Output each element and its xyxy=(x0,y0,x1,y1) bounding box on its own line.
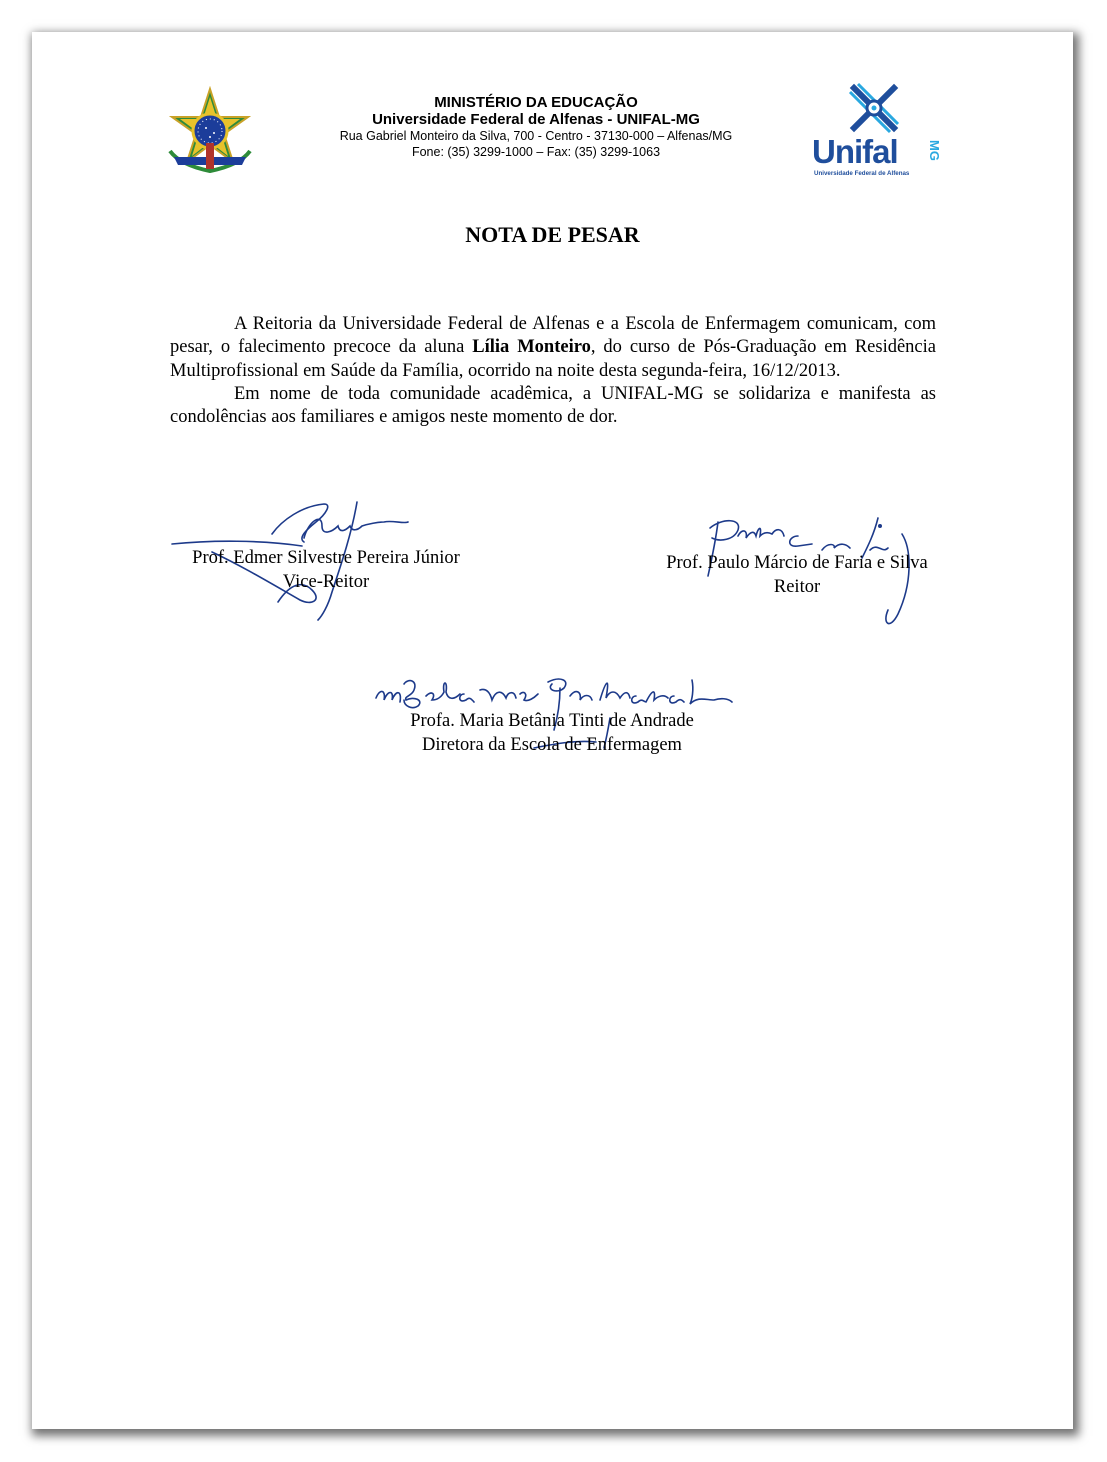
logo-subtitle: Universidade Federal de Alfenas xyxy=(814,170,910,177)
document-body xyxy=(170,313,936,429)
signatory-name: Prof. Paulo Márcio de Faria e Silva xyxy=(666,553,928,573)
signature-block-rector xyxy=(642,552,952,599)
signature-block-vice-rector xyxy=(168,547,484,594)
signatory-role: Vice-Reitor xyxy=(282,571,370,592)
signatory-name: Profa. Maria Betânia Tinti de Andrade xyxy=(410,711,694,731)
document-page xyxy=(32,32,1073,1429)
coat-of-arms-icon xyxy=(160,86,260,181)
university-name: Universidade Federal de Alfenas - UNIFAL-MG xyxy=(372,111,700,128)
letterhead xyxy=(272,94,800,160)
paragraph-2: Em nome de toda comunidade acadêmica, a UNIFAL-MG se solidariza e manifesta as condolências aos familiares e amigos neste momento de dor. xyxy=(170,383,936,428)
signatory-role: Reitor xyxy=(773,576,821,597)
logo-suffix: MG xyxy=(927,140,942,161)
signatory-name: Prof. Edmer Silvestre Pereira Júnior xyxy=(192,548,460,568)
university-address: Rua Gabriel Monteiro da Silva, 700 - Centro - 37130-000 – Alfenas/MG xyxy=(339,129,733,143)
signature-block-director xyxy=(372,710,732,757)
unifal-symbol-icon xyxy=(850,84,898,132)
signatory-role: Diretora da Escola de Enfermagem xyxy=(422,734,682,755)
ministry-name: MINISTÉRIO DA EDUCAÇÃO xyxy=(434,94,638,111)
logo-wordmark: Unifal xyxy=(812,133,898,170)
paragraph-1 xyxy=(170,313,936,383)
deceased-name: Lília Monteiro xyxy=(472,337,591,358)
paragraph-1-text-b: , do curso de Pós-Graduação em Residência Multiprofissional em Saúde da Família, ocorrido na noite desta segunda-feira, 16/12/2013. xyxy=(170,337,936,381)
university-phone: Fone: (35) 3299-1000 – Fax: (35) 3299-1063 xyxy=(411,145,661,159)
document-title: NOTA DE PESAR xyxy=(465,222,640,247)
paragraph-1-text-a: A Reitoria da Universidade Federal de Alfenas e a Escola de Enfermagem comunicam, com pesar, o falecimento precoce da aluna xyxy=(170,314,936,358)
unifal-logo xyxy=(812,82,942,182)
